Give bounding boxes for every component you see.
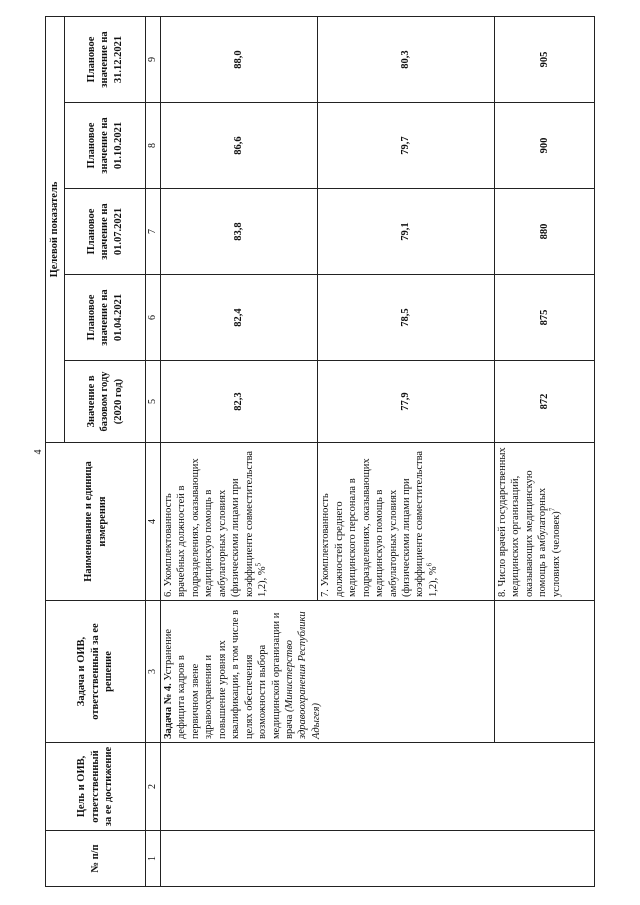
header-target-group: Целевой показатель (46, 17, 65, 443)
indicator-name: 6. Укомплектованность врачебных должностей в подразделениях, оказывающих медицинскую помощь в амбулаторных условиях (физическими лицами при коэффициенте совместительства 1,2), % (163, 450, 269, 597)
header-num: № п/п (46, 831, 146, 887)
indicator-name: 8. Число врачей государственных медицинских организаций, оказывающих медицинскую помощь в амбулаторных условиях (человек) (496, 447, 562, 597)
value-q3: 900 (494, 103, 594, 189)
rotated-table-wrapper (45, 17, 595, 887)
footnote-mark: 6 (425, 562, 434, 567)
task-cell-empty (494, 601, 594, 743)
indicator-name: 7. Укомплектованность должностей среднего медицинского персонала в подразделениях, оказывающих медицинскую помощь в амбулаторных условиях (физическими лицами при коэффициенте совместительства 1,2), % (320, 450, 439, 597)
header-plan-q3: Плановое значение на 01.10.2021 (65, 103, 146, 189)
value-q4: 905 (494, 17, 594, 103)
table-row (161, 17, 318, 887)
value-base: 82,3 (161, 361, 318, 443)
value-q1: 82,4 (161, 275, 318, 361)
value-q2: 880 (494, 189, 594, 275)
header-plan-q2: Плановое значение на 01.07.2021 (65, 189, 146, 275)
value-q2: 83,8 (161, 189, 318, 275)
value-base: 77,9 (318, 361, 495, 443)
column-number: 9 (146, 17, 161, 103)
task-title: Задача № 4. (163, 683, 174, 739)
page-number: 4 (33, 449, 44, 455)
value-q3: 79,7 (318, 103, 495, 189)
footnote-mark: 7 (548, 507, 557, 512)
column-number: 6 (146, 275, 161, 361)
value-q2: 79,1 (318, 189, 495, 275)
task-text: Устранение дефицита кадров в первичном звене здравоохранения и повышение уровня их квалификации, в том числе в целях обеспечения возможности выбора медицинской организации и врача (163, 609, 295, 739)
indicator-name-cell (494, 443, 594, 601)
value-q4: 80,3 (318, 17, 495, 103)
column-number: 5 (146, 361, 161, 443)
column-number: 4 (146, 443, 161, 601)
column-number: 8 (146, 103, 161, 189)
header-plan-q4: Плановое значение на 31.12.2021 (65, 17, 146, 103)
header-task: Задача и ОИВ, ответственный за ее решение (46, 601, 146, 743)
target-indicators-table (45, 16, 595, 887)
value-q3: 86,6 (161, 103, 318, 189)
value-q1: 875 (494, 275, 594, 361)
header-base-year: Значение в базовом году (2020 год) (65, 361, 146, 443)
goal-cell (161, 743, 595, 831)
footnote-mark: 5 (254, 562, 263, 567)
task-responsible: (Министерство здравоохранения Республики Адыгея) (283, 611, 322, 739)
value-q4: 88,0 (161, 17, 318, 103)
column-number: 2 (146, 743, 161, 831)
header-indicator-name: Наименование и единица измерения (46, 443, 146, 601)
value-q1: 78,5 (318, 275, 495, 361)
header-plan-q1: Плановое значение на 01.04.2021 (65, 275, 146, 361)
column-number: 7 (146, 189, 161, 275)
indicator-name-cell (161, 443, 318, 601)
header-goal: Цель и ОИВ, ответственный за ее достижение (46, 743, 146, 831)
num-cell (161, 831, 595, 887)
value-base: 872 (494, 361, 594, 443)
indicator-name-cell (318, 443, 495, 601)
column-number: 1 (146, 831, 161, 887)
task-cell (161, 601, 495, 743)
column-number: 3 (146, 601, 161, 743)
